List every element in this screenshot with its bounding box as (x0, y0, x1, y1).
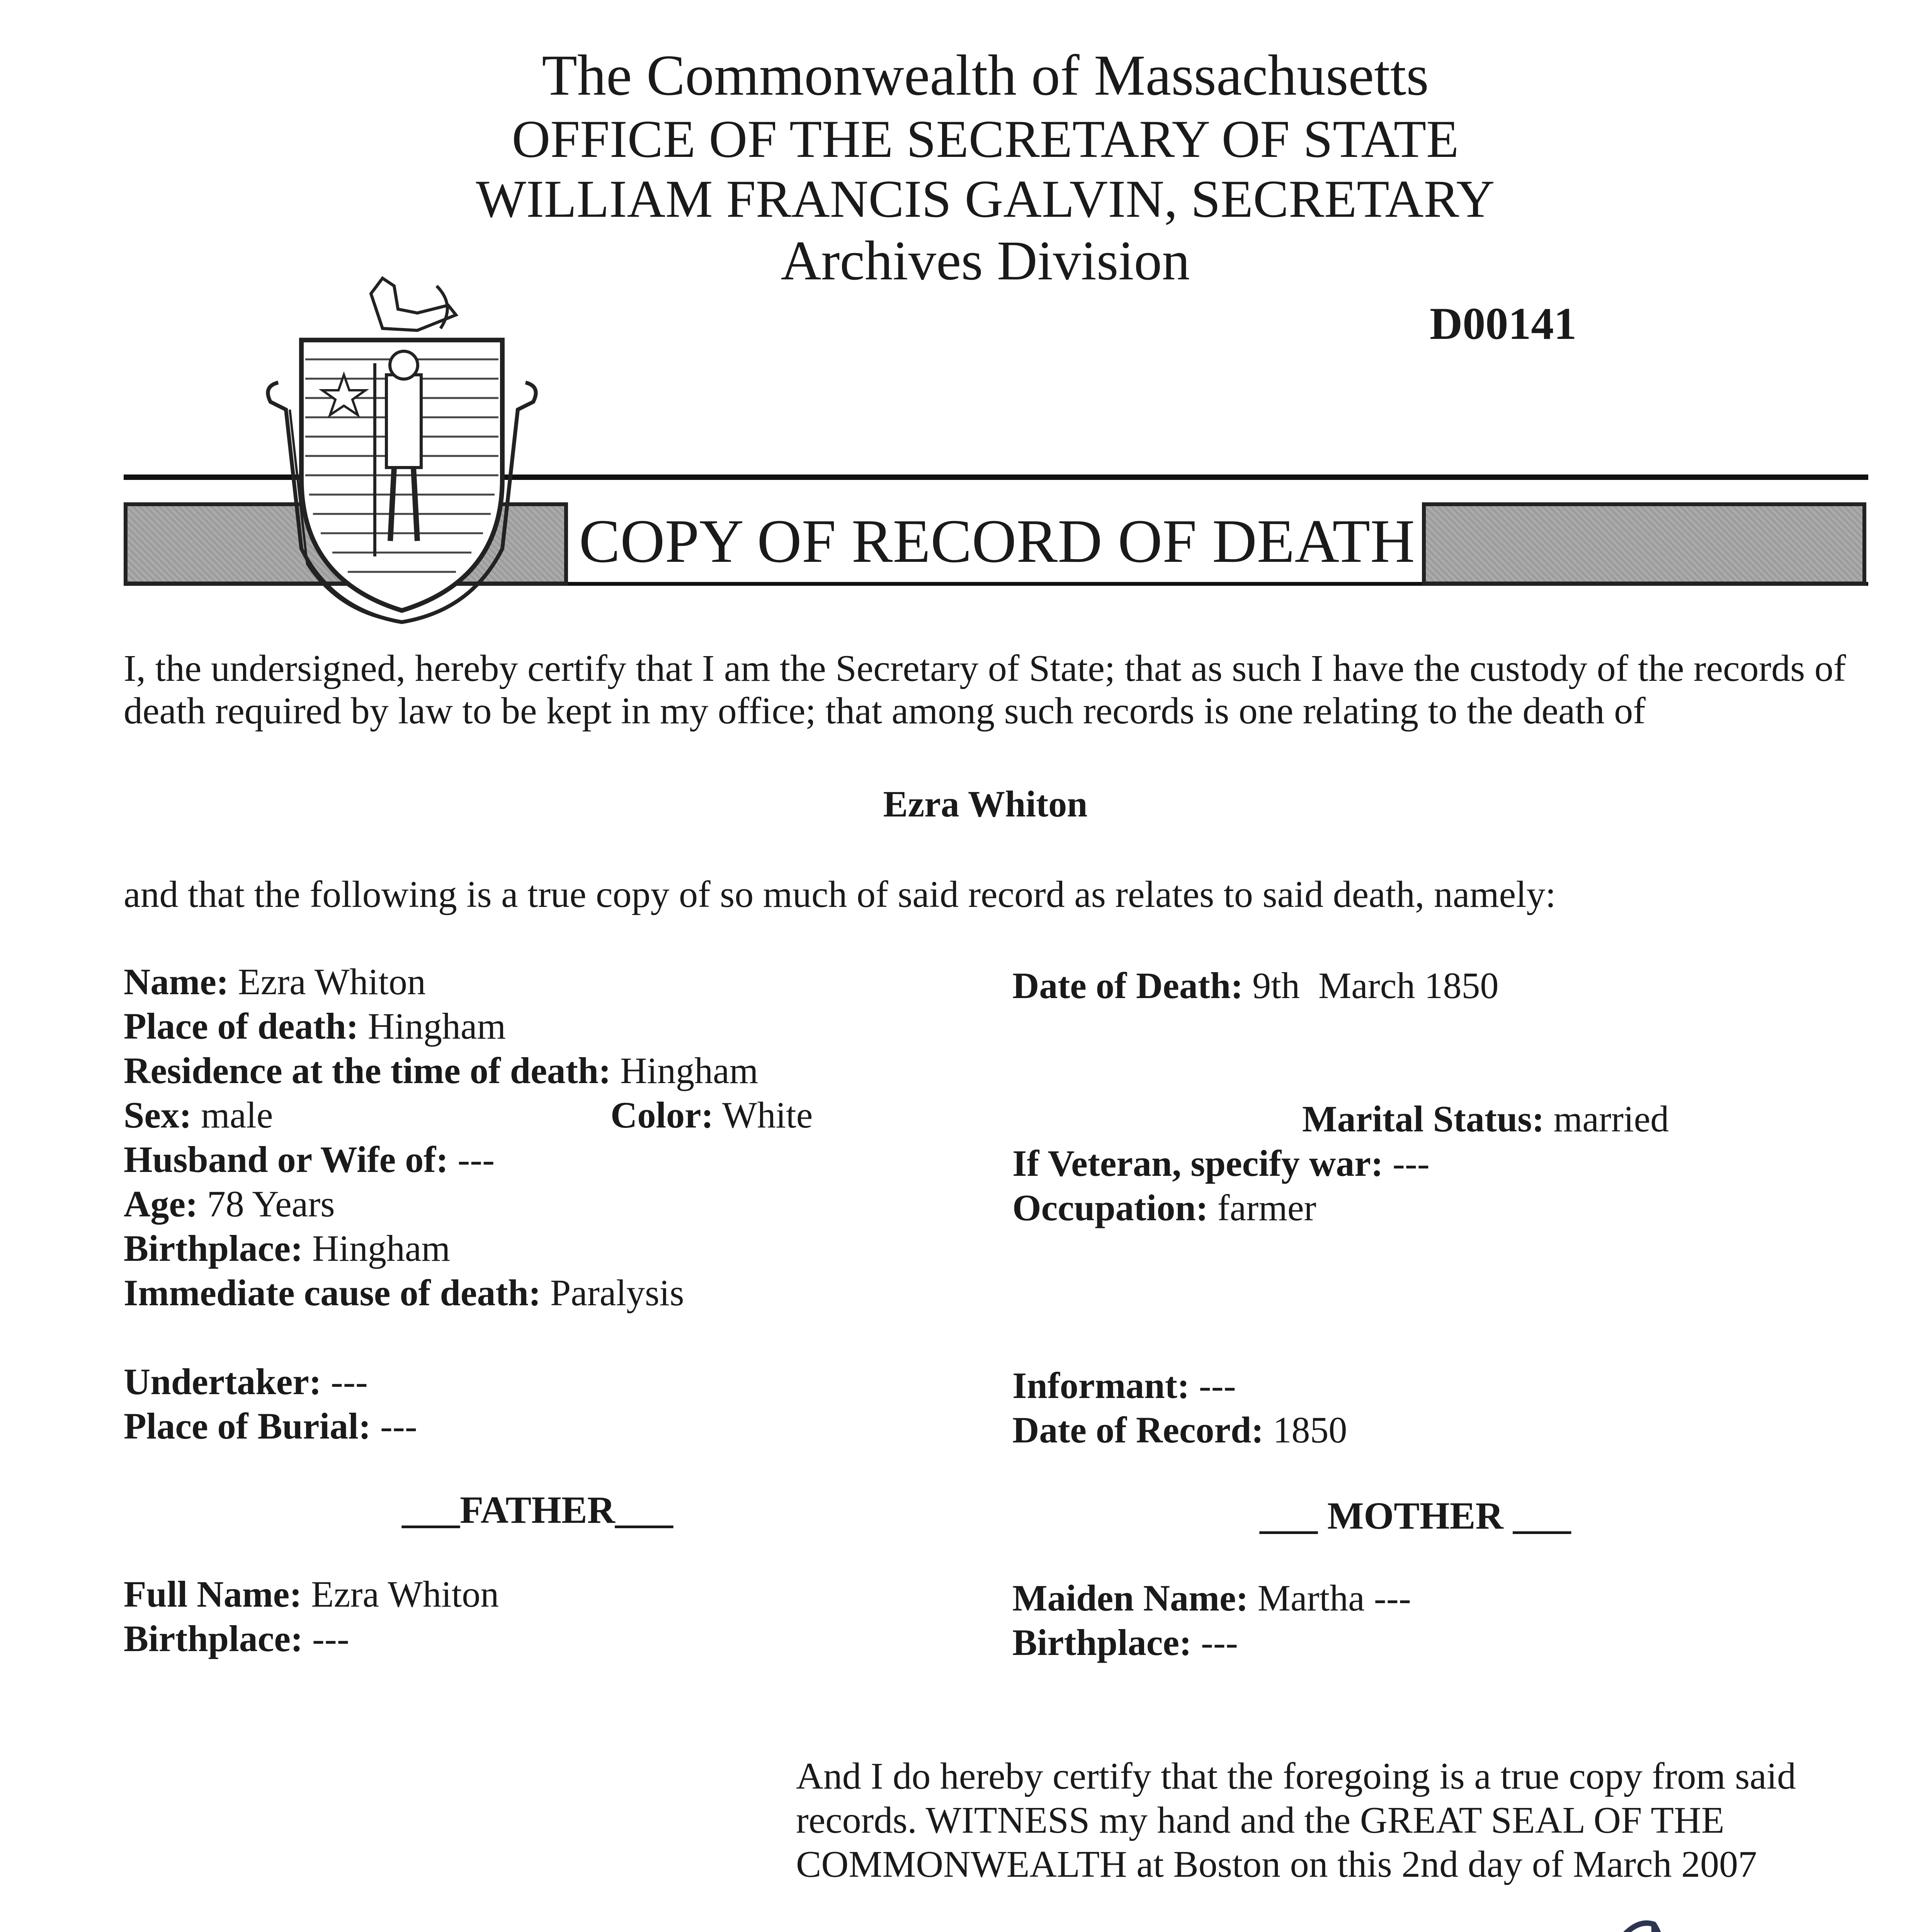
field-occupation (1012, 1186, 1316, 1230)
field-place-of-death (124, 1005, 506, 1048)
field-label: Date of Death: (1012, 965, 1243, 1006)
field-label: Color: (611, 1094, 714, 1136)
document-id: D00141 (1430, 298, 1577, 349)
field-sex (124, 1094, 273, 1137)
header-office: OFFICE OF THE SECRETARY OF STATE (512, 109, 1459, 168)
intro-paragraph-2: and that the following is a true copy of so much of said record as relates to said death, namely: (124, 874, 1556, 915)
field-cause-of-death (124, 1271, 684, 1315)
field-value: 9th March 1850 (1252, 965, 1499, 1006)
field-value: farmer (1217, 1187, 1316, 1228)
father-full-name (124, 1573, 499, 1616)
field-label: Age: (124, 1183, 198, 1225)
field-label: Maiden Name: (1012, 1577, 1248, 1619)
field-age (124, 1182, 335, 1226)
field-value: Martha --- (1257, 1577, 1411, 1619)
field-date-of-record (1012, 1408, 1347, 1452)
heading-text: FATHER (460, 1488, 615, 1531)
field-name (124, 960, 426, 1003)
intro-paragraph: I, the undersigned, hereby certify that I am the Secretary of State; that as such I have the custody of the records of death required by law to be kept in my office; that among such records is one relating to the death of (124, 648, 1846, 732)
field-value: 1850 (1273, 1409, 1347, 1451)
field-place-of-burial (124, 1405, 417, 1448)
field-value: --- (457, 1139, 495, 1180)
field-value: --- (1199, 1365, 1236, 1406)
massachusetts-state-seal-icon (255, 263, 549, 634)
field-label: Marital Status: (1302, 1098, 1544, 1139)
field-value: --- (1201, 1622, 1238, 1663)
field-label: Occupation: (1012, 1187, 1208, 1228)
handwritten-signature-icon (1144, 1901, 1801, 1932)
field-label: Date of Record: (1012, 1409, 1264, 1451)
field-value: --- (1392, 1143, 1430, 1184)
field-label: Informant: (1012, 1365, 1190, 1406)
field-informant (1012, 1364, 1236, 1407)
field-value: Paralysis (550, 1272, 684, 1313)
field-value: Hingham (620, 1050, 759, 1091)
field-label: Place of Burial: (124, 1405, 371, 1447)
mother-heading (1260, 1493, 1571, 1538)
field-label: Undertaker: (124, 1361, 321, 1402)
header-commonwealth: The Commonwealth of Massachusetts (542, 43, 1429, 107)
heading-rule: ___ (402, 1488, 460, 1531)
field-label: Birthplace: (1012, 1622, 1192, 1663)
mother-birthplace (1012, 1621, 1238, 1664)
field-residence (124, 1049, 758, 1092)
field-label: If Veteran, specify war: (1012, 1143, 1383, 1184)
field-label: Residence at the time of death: (124, 1050, 611, 1091)
father-birthplace (124, 1617, 349, 1660)
field-birthplace (124, 1227, 450, 1270)
field-value: --- (330, 1361, 368, 1402)
field-value: Hingham (312, 1228, 451, 1269)
field-label: Name: (124, 961, 229, 1002)
field-veteran (1012, 1142, 1430, 1185)
field-label: Immediate cause of death: (124, 1272, 541, 1313)
heading-text: MOTHER (1327, 1494, 1503, 1537)
father-heading (402, 1488, 673, 1532)
field-value: Ezra Whiton (238, 961, 426, 1002)
field-spouse (124, 1138, 495, 1181)
header-secretary-name: WILLIAM FRANCIS GALVIN, SECRETARY (476, 169, 1495, 228)
field-label: Sex: (124, 1094, 192, 1136)
field-label: Birthplace: (124, 1228, 303, 1269)
field-marital-status (1302, 1097, 1669, 1141)
field-label: Place of death: (124, 1005, 359, 1047)
mother-maiden-name (1012, 1577, 1411, 1620)
field-value: 78 Years (207, 1183, 335, 1225)
field-value: Ezra Whiton (311, 1573, 499, 1615)
record-title: COPY OF RECORD OF DEATH (579, 507, 1415, 575)
decedent-name: Ezra Whiton (883, 783, 1088, 825)
heading-rule: ___ (1503, 1494, 1571, 1537)
field-value: White (722, 1094, 813, 1136)
header-division: Archives Division (781, 230, 1190, 292)
title-band-right (1422, 502, 1866, 585)
field-label: Husband or Wife of: (124, 1139, 449, 1180)
field-date-of-death (1012, 964, 1498, 1007)
field-color (611, 1094, 813, 1137)
heading-rule: ___ (615, 1488, 673, 1531)
certification-paragraph: And I do hereby certify that the foregoing is a true copy from said records. WITNESS my hand and the GREAT SEAL OF THE COMMONWEALTH at Boston on this 2nd day of March 2007 (796, 1755, 1796, 1885)
field-undertaker (124, 1360, 368, 1403)
field-label: Full Name: (124, 1573, 302, 1615)
field-value: --- (312, 1618, 349, 1659)
field-value: married (1553, 1098, 1669, 1139)
field-label: Birthplace: (124, 1618, 303, 1659)
heading-rule: ___ (1260, 1494, 1327, 1537)
field-value: male (201, 1094, 273, 1136)
field-value: --- (380, 1405, 417, 1447)
field-value: Hingham (367, 1005, 506, 1047)
